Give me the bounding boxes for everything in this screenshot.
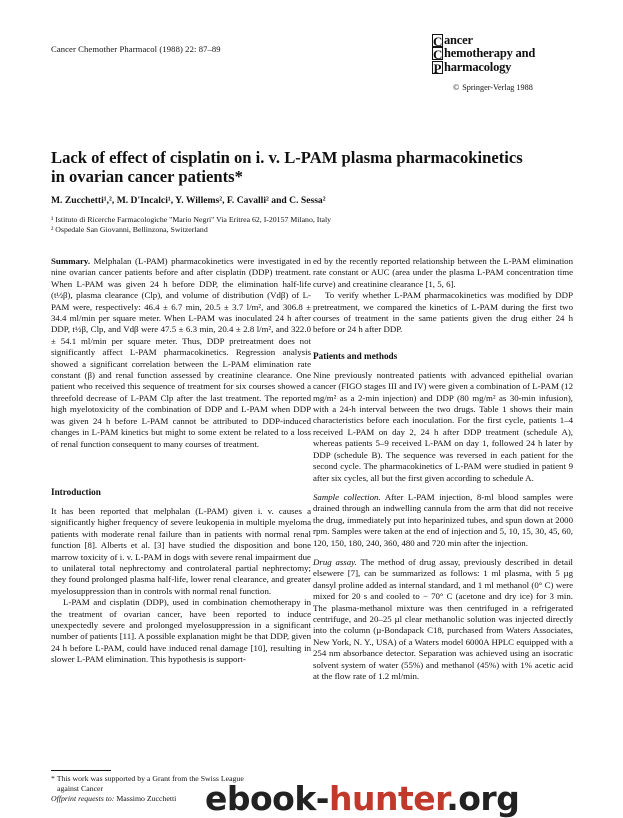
logo-word: harmacology [444, 59, 512, 74]
affiliation-2: ² Ospedale San Giovanni, Bellinzona, Switzerland [51, 225, 208, 234]
intro-paragraph-2: L-PAM and cisplatin (DDP), used in combination chemotherapy in the treatment of ovarian cancer, have been reported to induce unexpectedly severe and prolonged myelosuppression in a significant number of patients [11]. A possible explanation might be that DDP, given 24 h before L-PAM, could have induced renal damage [10], resulting in slower L-PAM elimination. This hypothesis is support- [51, 597, 311, 665]
logo-initial: P [433, 60, 442, 76]
methods-heading: Patients and methods [313, 350, 398, 361]
summary-label: Summary. [51, 256, 91, 266]
summary-paragraph [51, 256, 311, 450]
logo-initial: C [433, 33, 443, 49]
offprint-name: Massimo Zucchetti [116, 794, 177, 803]
journal-reference: Cancer Chemother Pharmacol (1988) 22: 87–89 [51, 44, 221, 54]
funding-footnote: * This work was supported by a Grant from the Swiss League [51, 774, 244, 783]
summary-text: Melphalan (L-PAM) pharmacokinetics were investigated in nine ovarian cancer patients before and after cisplatin (DDP) treatment. When L-PAM was given 24 h before DDP, the elimination half-life (t½β), plasma clearance (Clp), and volume of distribution (Vdβ) of L-PAM were, respectively: 46.4 ± 6.7 min, 20.5 ± 3.7 l/m², and 306.8 ± 34.4 ml/min per square meter. When L-PAM was inoculated 24 h after DDP, t½β, Clp, and Vdβ were 47.5 ± 6.3 min, 20.4 ± 2.8 l/m², and 322.0 ± 54.1 ml/min per square meter. Thus, DDP pretreatment does not significantly affect L-PAM pharmacokinetics. Regression analysis showed a significant correlation between the L-PAM elimination rate constant (β) and renal function assessed by creatinine clearance. One patient who received this sequence of treatment for six courses showed a threefold decrease of L-PAM Clp after the last treatment. The reported high myelotoxicity of the combination of DDP and L-PAM when DDP was given 24 h before L-PAM cannot be attributed to DDP-induced changes in L-PAM kinetics but might to some extent be related to a loss of renal function consequent to many courses of treatment. [51, 256, 311, 449]
watermark-part-2: hunter [329, 779, 447, 818]
article-title [51, 148, 571, 186]
copyright-symbol: © [453, 83, 460, 92]
author-list: M. Zucchetti¹,², M. D'Incalci¹, Y. Willems², F. Cavalli² and C. Sessa² [51, 195, 326, 206]
affiliations [51, 215, 331, 235]
sample-collection-label: Sample collection. [313, 491, 381, 502]
sample-collection-paragraph [313, 492, 573, 549]
sample-collection-text: After L-PAM injection, 8-ml blood samples were drained through an indwelling cannula from the arm that did not receive the drug, immediately put into heparinized tubes, and spun down at 2000 rpm. Samples were taken at the end of injection and 5, 10, 15, 30, 45, 60, 120, 150, 180, 240, 360, 480 and 720 min after the injection. [313, 491, 573, 548]
watermark-part-3: .org [446, 779, 520, 818]
drug-assay-text: The method of drug assay, previously described in detail elsewere [7], can be summarized as follows: 1 ml plasma, with 5 µg dansyl proline added as internal standard, and 1 ml methanol (0° C) were mixed for 20 s and cooled to − 70° C (acetone and dry ice) for 3 min. The plasma-methanol mixture was then centrifuged in a refrigerated centrifuge, and 20–25 µl clear methanolic solution was injected directly into the column (µ-Bondapack C18, purchased from Waters Associates, New York, N. Y., USA) of a Waters model 6000A HPLC equipped with a 254 nm absorbance detector. Separation was achieved using an isocratic solvent system of water (55%) and methanol (45%) with 1% acetic acid at the flow rate of 1.2 ml/min. [313, 556, 574, 681]
site-watermark [205, 779, 623, 818]
title-line: in ovarian cancer patients* [51, 167, 243, 186]
logo-row-chemotherapy [432, 47, 582, 61]
introduction-heading: Introduction [51, 486, 101, 497]
offprint-label: Offprint requests to: [51, 794, 115, 803]
funding-footnote-cont: against Cancer [57, 784, 104, 793]
journal-logo [432, 33, 582, 74]
intro-paragraph-1: It has been reported that melphalan (L-PAM) given i. v. causes a significantly higher frequency of severe leukopenia in multiple myeloma patients with moderate renal failure than in patients with normal renal function [8]. Alberts et al. [3] have studied the disposition and bone marrow toxicity of i. v. L-PAM in dogs with severe renal impairment due to unilateral total nephrectomy and controlateral partial nephrectomy; they found prolonged plasma half-life, lower renal clearance, and greater myelosuppression than in controls with normal renal function. [51, 505, 311, 596]
affiliation-1: ¹ Istituto di Ricerche Farmacologiche "Mario Negri" Via Eritrea 62, I-20157 Milano, Italy [51, 215, 332, 224]
left-column [51, 256, 311, 666]
drug-assay-paragraph [313, 557, 573, 682]
watermark-part-1: ebook- [205, 779, 329, 818]
aim-paragraph: To verify whether L-PAM pharmacokinetics was modified by DDP pretreatment, we compared the kinetics of L-PAM during the first two courses of treatment in the same patients given the drug either 24 h before or 24 h after DDP. [313, 290, 573, 335]
intro-continuation: ed by the recently reported relationship between the L-PAM elimination rate constant or AUC (area under the plasma L-PAM concentration time curve) and creatinine clearance [1, 5, 6]. [313, 256, 573, 289]
footnote-rule [51, 770, 111, 771]
logo-word: ancer [444, 32, 473, 47]
logo-initial: C [433, 47, 443, 62]
right-column [313, 256, 573, 682]
drug-assay-label: Drug assay. [313, 556, 357, 567]
publisher-copyright [453, 83, 533, 92]
logo-word: hemotherapy and [444, 46, 536, 60]
copyright-text: Springer-Verlag 1988 [462, 83, 533, 92]
logo-row-pharmacology [432, 60, 582, 74]
patients-paragraph: Nine previously nontreated patients with advanced epithelial ovarian cancer (FIGO stages III and IV) were given a combination of L-PAM (12 mg/m² as a 2-min injection) and DDP (80 mg/m² as 30-min infusion), with a 24-h interval between the two drugs. Table 1 shows their main characteristics before each inoculation. For the first cycle, patients 1–4 received L-PAM on day 2, 24 h after DDP treatment (schedule A), whereas patients 5–9 received L-PAM on day 1, followed 24 h later by DDP (schedule B). The sequence was reversed in each patient for the second cycle. The pharmacokinetics of L-PAM were studied in patient 9 after six cycles, all but the first given according to schedule A. [313, 369, 573, 483]
logo-row-cancer [432, 33, 582, 47]
title-line: Lack of effect of cisplatin on i. v. L-PAM plasma pharmacokinetics [51, 148, 523, 167]
